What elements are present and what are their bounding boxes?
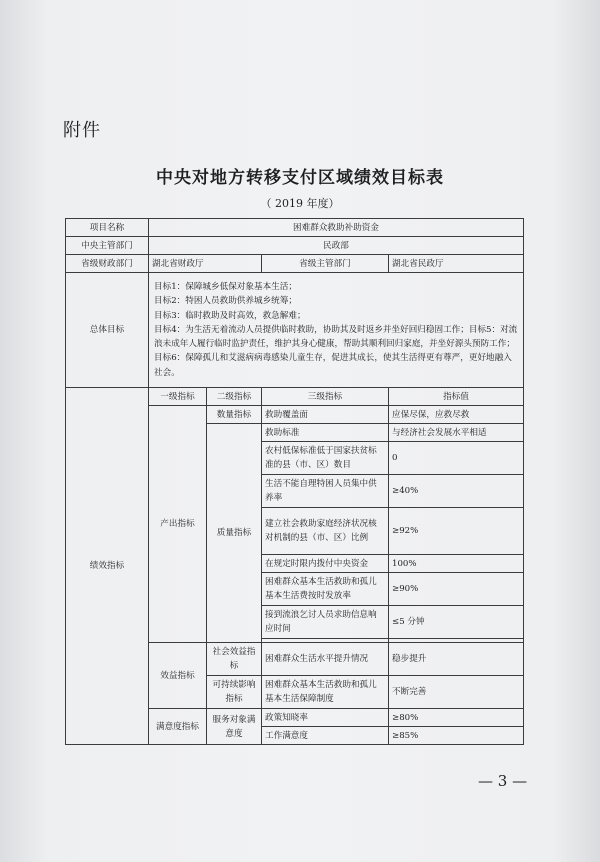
indicator-value: ≥40% <box>389 475 524 508</box>
sustainable-impact-label: 可持续影响指标 <box>207 676 262 709</box>
output-indicators-label: 产出指标 <box>149 406 207 643</box>
indicator-name: 救助标准 <box>262 424 389 442</box>
prov-finance-label: 省级财政部门 <box>66 255 149 273</box>
indicator-name: 救助覆盖面 <box>262 406 389 424</box>
central-dept-label: 中央主管部门 <box>66 237 149 255</box>
table-row <box>66 388 524 406</box>
performance-indicators-label: 绩效指标 <box>66 388 149 745</box>
indicator-value: 不断完善 <box>389 676 524 709</box>
project-name-value: 困难群众救助补助资金 <box>149 219 524 237</box>
indicator-name: 困难群众生活水平提升情况 <box>262 643 389 676</box>
header-level3: 三级指标 <box>262 388 389 406</box>
indicator-value: 稳步提升 <box>389 643 524 676</box>
overall-goals-label: 总体目标 <box>66 273 149 388</box>
table-row <box>66 255 524 273</box>
year-label: （ 2019 年度） <box>260 197 340 210</box>
table-row <box>66 273 524 388</box>
social-benefit-label: 社会效益指标 <box>207 643 262 676</box>
indicator-value: ≥90% <box>389 573 524 606</box>
goal-line: 目标2：特困人员救助供养城乡统筹； <box>154 296 297 307</box>
quantity-indicators-label: 数量指标 <box>207 406 262 424</box>
indicator-name: 政策知晓率 <box>262 709 389 727</box>
indicator-value: 与经济社会发展水平相适 <box>389 424 524 442</box>
attachment-label: 附件 <box>63 120 101 141</box>
header-level1: 一级指标 <box>149 388 207 406</box>
page-title: 中央对地方转移支付区域绩效目标表 <box>156 168 444 188</box>
prov-finance-value: 湖北省财政厅 <box>149 255 262 273</box>
goal-line: 目标4：为生活无着流动人员提供临时救助，协助其及时返乡并坐好回归稳固工作；目标5：对流浪未成年人履行临时监护责任，维护其身心健康，帮助其顺利回归家庭，并坐好源头预防工作； <box>154 324 518 350</box>
performance-target-table <box>65 218 524 745</box>
header-level2: 二级指标 <box>207 388 262 406</box>
goal-line: 目标1：保障城乡低保对象基本生活； <box>154 281 297 292</box>
quality-indicators-label: 质量指标 <box>207 424 262 643</box>
indicator-value: ≥92% <box>389 508 524 555</box>
indicator-value: 0 <box>389 442 524 475</box>
indicator-value: ≥80% <box>389 709 524 727</box>
indicator-value: 100% <box>389 555 524 573</box>
project-name-label: 项目名称 <box>66 219 149 237</box>
table-row <box>66 237 524 255</box>
indicator-name: 生活不能自理特困人员集中供养率 <box>262 475 389 508</box>
table-row <box>66 219 524 237</box>
indicator-value: ≥85% <box>389 727 524 745</box>
goal-line: 目标6：保障孤儿和艾滋病病毒感染儿童生存，促进其成长，使其生活得更有尊严，更好地融入社会。 <box>154 353 512 378</box>
page-number: — 3 — <box>478 772 528 790</box>
service-satisfaction-label: 服务对象满意度 <box>207 709 262 745</box>
header-value: 指标值 <box>389 388 524 406</box>
indicator-name: 在规定时限内拨付中央资金 <box>262 555 389 573</box>
indicator-value: 应保尽保，应救尽救 <box>389 406 524 424</box>
goal-line: 目标3：临时救助及时高效，救急解难； <box>154 310 306 321</box>
indicator-name: 建立社会救助家庭经济状况核对机制的县（市、区）比例 <box>262 508 389 555</box>
central-dept-value: 民政部 <box>149 237 524 255</box>
indicator-name: 农村低保标准低于国家扶贫标准的县（市、区）数目 <box>262 442 389 475</box>
indicator-value: ≤5 分钟 <box>389 606 524 639</box>
prov-dept-value: 湖北省民政厅 <box>389 255 524 273</box>
overall-goals-text <box>149 273 524 388</box>
indicator-name: 工作满意度 <box>262 727 389 745</box>
satisfaction-indicators-label: 满意度指标 <box>149 709 207 745</box>
indicator-name: 接到流浪乞讨人员求助信息响应时间 <box>262 606 389 639</box>
prov-dept-label: 省级主管部门 <box>262 255 389 273</box>
indicator-name: 困难群众基本生活救助和孤儿基本生活保障制度 <box>262 676 389 709</box>
benefit-indicators-label: 效益指标 <box>149 643 207 709</box>
indicator-name: 困难群众基本生活救助和孤儿基本生活费按时发放率 <box>262 573 389 606</box>
